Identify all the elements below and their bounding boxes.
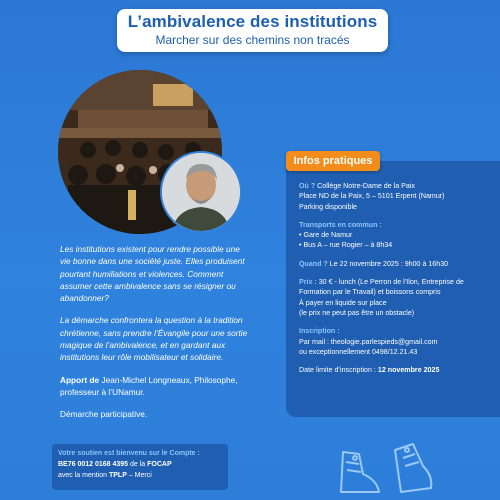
donation-de-la: de la	[130, 461, 146, 468]
donation-merci: – Merci	[128, 472, 152, 479]
date-text: Le 22 novembre 2025 : 9h00 à 16h30	[329, 259, 449, 268]
infos-title: Infos pratiques	[286, 151, 380, 171]
deadline-label: Date limite d’inscription :	[299, 366, 376, 375]
donation-iban: BE76 0012 0168 4395	[58, 461, 129, 468]
speaker-portrait-image	[162, 153, 240, 231]
date-label: Quand ?	[299, 259, 328, 268]
price-line-1: 30 € - lunch (Le Perron de l’Ilon, Entreprise de Formation par le Travail) et boissons compris	[299, 278, 464, 297]
location-block	[299, 181, 495, 212]
walking-shoes-icon	[335, 432, 435, 500]
registration-line-1: Par mail : theologie.parlespieds@gmail.com	[299, 337, 438, 346]
deadline-block	[299, 365, 495, 375]
price-label: Prix :	[299, 278, 317, 287]
page-title: L’ambivalence des institutions	[127, 12, 378, 31]
transport-item-1: • Gare de Namur	[299, 231, 353, 240]
registration-line-2: ou exceptionnellement 0498/12.21.43	[299, 347, 418, 356]
donation-org: FOCAP	[147, 461, 172, 468]
intro-paragraph-1: Les institutions existent pour rendre possible une vie bonne dans une société juste. Elles produisent pourtant humiliations et violences. Comment assumer cette ambivalence sans se résigner ou abandonner?	[60, 244, 245, 304]
price-line-2: À payer en liquide sur place	[299, 298, 387, 307]
price-line-3: (le prix ne peut pas être un obstacle)	[299, 308, 415, 317]
transport-label: Transports en commun :	[299, 220, 382, 229]
location-line-2: Place ND de la Paix, 5 – 5101 Erpent (Namur)	[299, 192, 445, 201]
location-line-1: Collège Notre-Dame de la Paix	[317, 182, 415, 190]
apport-paragraph	[60, 374, 250, 399]
title-banner	[117, 9, 388, 52]
infos-content	[299, 181, 495, 383]
donation-box	[52, 444, 228, 490]
walking-shoes-drawing	[335, 432, 435, 500]
transport-item-2: • Bus A – rue Rogier – à 8h34	[299, 241, 393, 250]
donation-mention: TPLP	[108, 472, 127, 479]
intro-text	[60, 243, 250, 431]
transport-block	[299, 220, 495, 251]
registration-block	[299, 326, 495, 357]
speaker-portrait	[160, 151, 242, 233]
location-line-3: Parking disponible	[299, 202, 357, 211]
intro-paragraph-2: La démarche confrontera la question à la tradition chrétienne, sans prendre l’Évangile pour une sortie magique de l’ambivalence, et en gardant aux institutions leur rôle mobilisateur et solidaire.	[60, 315, 248, 363]
apport-label: Apport de	[60, 374, 100, 385]
location-label: Où ?	[299, 182, 316, 190]
apport-text: Jean-Michel Longneaux, Philosophe, professeur à l’UNamur.	[60, 374, 238, 397]
donation-mention-pre: avec la mention	[58, 472, 108, 479]
participative-text: Démarche participative.	[60, 409, 148, 420]
donation-heading: Votre soutien est bienvenu sur le Compte :	[58, 450, 200, 457]
registration-label: Inscription :	[299, 327, 340, 336]
price-block	[299, 277, 495, 318]
date-block	[299, 259, 495, 269]
deadline-value: 12 novembre 2025	[377, 366, 440, 375]
page-subtitle: Marcher sur des chemins non tracés	[155, 33, 350, 47]
